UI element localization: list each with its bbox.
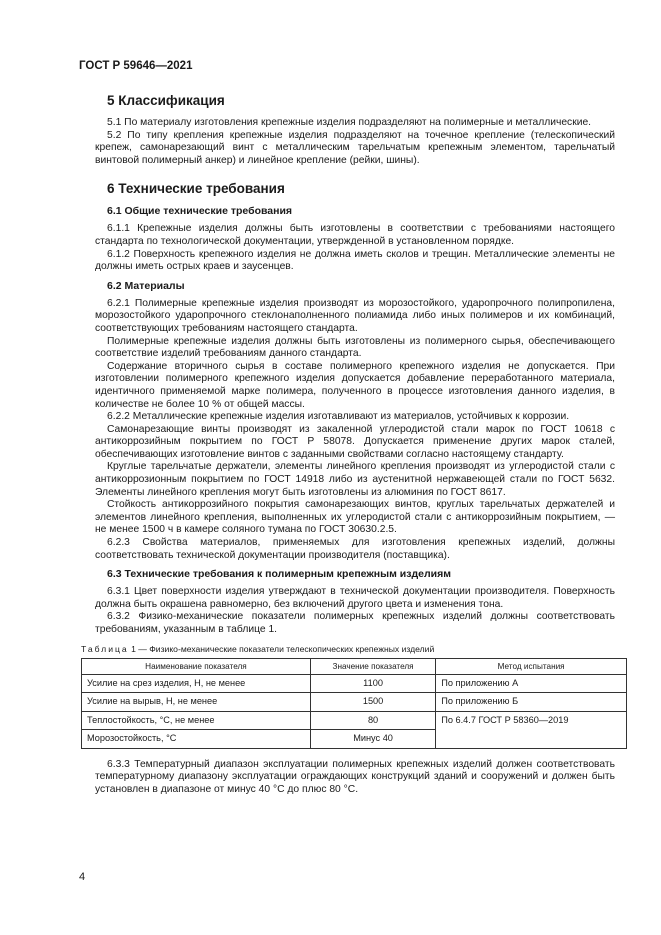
- paragraph-6-3-2: 6.3.2 Физико-механические показатели полимерных крепежных изделий должны соответствовать требованиям, указанным в таблице 1.: [95, 611, 615, 635]
- paragraph-6-2-3: 6.2.3 Свойства материалов, применяемых для изготовления крепежных изделий, должны соответствовать технической документации производителя (поставщика).: [95, 537, 615, 561]
- paragraph-5-2: 5.2 По типу крепления крепежные изделия подразделяют на точечное крепление (телескопический крепеж, самонарезающий винт с металлическим тарельчатым крепежным элементом, тарельчатый винтовой полимерный анкер) и линейное крепление (рейки, шины).: [95, 129, 615, 166]
- table-row: [82, 693, 627, 712]
- page-number: 4: [79, 871, 86, 883]
- table-cell: Морозостойкость, °С: [82, 730, 311, 749]
- table-cell: 1500: [310, 693, 435, 712]
- paragraph-6-1-1: 6.1.1 Крепежные изделия должны быть изготовлены в соответствии с требованиями настоящего стандарта по технологической документации, утвержденной в установленном порядке.: [95, 223, 615, 247]
- paragraph-6-2-1c: Содержание вторичного сырья в составе полимерного крепежного изделия не допускается. При изготовлении полимерного крепежного изделия допускается добавление переработанного материала, идентичного применяемой марке полимера, полученного в процессе изготовления данного изделия, в количестве не более 10 % от общей массы.: [95, 360, 615, 410]
- paragraph-6-2-1b: Полимерные крепежные изделия должны быть изготовлены из полимерного сырья, обеспечивающего соответствие изделий требованиям данного стандарта.: [95, 335, 615, 360]
- table-1-caption: [81, 644, 615, 655]
- table-cell: Усилие на вырыв, Н, не менее: [82, 693, 311, 712]
- table-row: [82, 711, 627, 730]
- table-cell: Теплостойкость, °С, не менее: [82, 711, 311, 730]
- table-caption-label: Таблица: [81, 643, 129, 654]
- table-header-cell: Метод испытания: [436, 658, 627, 674]
- table-cell: Минус 40: [310, 730, 435, 749]
- table-row: [82, 674, 627, 693]
- table-header-row: [82, 658, 627, 674]
- paragraph-6-2-2d: Стойкость антикоррозийного покрытия самонарезающих винтов, круглых тарельчатых держателей и элементов линейного крепления, выполненных их углеродистой стали с антикоррозийным покрытием, — не менее 1500 ч в камере соляного тумана по ГОСТ 30630.2.5.: [95, 499, 615, 536]
- paragraph-6-2-2c: Круглые тарельчатые держатели, элементы линейного крепления производят из углеродистой стали с антикоррозионным покрытием по ГОСТ 14918 либо из аустенитной нержавеющей стали по ГОСТ 5632. Элементы линейного крепления могут быть изготовлены из алюминия по ГОСТ 8617.: [95, 461, 615, 498]
- page-body: [81, 93, 615, 796]
- paragraph-6-2-2b: Самонарезающие винты производят из закаленной углеродистой стали марок по ГОСТ 10618 с антикоррозийным покрытием по ГОСТ Р 58078. Допускается применение других марок сталей, обеспечивающих изготовление винтов с заданными свойствами согласно настоящему стандарту.: [95, 423, 615, 460]
- table-cell: По 6.4.7 ГОСТ Р 58360—2019: [436, 711, 627, 748]
- subsection-6-2-title: 6.2 Материалы: [107, 279, 185, 292]
- table-cell: 1100: [310, 674, 435, 693]
- table-cell: Усилие на срез изделия, Н, не менее: [82, 674, 311, 693]
- paragraph-6-2-1: 6.2.1 Полимерные крепежные изделия производят из морозостойкого, ударопрочного полипропилена, морозостойкого ударопрочного стеклонаполненного полиамида либо иных полимеров и их комбинаций, соответствующих требованиям настоящего стандарта.: [95, 297, 615, 334]
- section-5-title: 5 Классификация: [107, 93, 225, 108]
- table-cell: По приложению Б: [436, 693, 627, 712]
- section-6-title: 6 Технические требования: [107, 181, 285, 197]
- table-header-cell: Наименование показателя: [82, 658, 311, 674]
- paragraph-5-1: 5.1 По материалу изготовления крепежные изделия подразделяют на полимерные и металлические.: [107, 117, 592, 128]
- table-header-cell: Значение показателя: [310, 658, 435, 674]
- table-caption-text: 1 — Физико-механические показатели телескопических крепежных изделий: [131, 643, 435, 654]
- paragraph-6-3-3: 6.3.3 Температурный диапазон эксплуатации полимерных крепежных изделий должен соответствовать температурному диапазону эксплуатации ограждающих конструкций зданий и сооружений и должен быть установлен в диапазоне от минус 40 °С до плюс 80 °С.: [95, 758, 615, 795]
- paragraph-6-3-1: 6.3.1 Цвет поверхности изделия утверждают в технической документации производителя. Поверхность должна быть окрашена равномерно, без включений другого цвета и изменения тона.: [95, 586, 615, 610]
- document-id: ГОСТ Р 59646—2021: [79, 60, 193, 72]
- paragraph-6-1-2: 6.1.2 Поверхность крепежного изделия не должна иметь сколов и трещин. Металлические элементы не должны иметь острых краев и заусенцев.: [95, 248, 615, 273]
- table-cell: 80: [310, 711, 435, 730]
- paragraph-6-2-2: 6.2.2 Металлические крепежные изделия изготавливают из материалов, устойчивых к коррозии.: [107, 411, 570, 423]
- table-1: [81, 658, 627, 749]
- subsection-6-3-title: 6.3 Технические требования к полимерным крепежным изделиям: [107, 568, 451, 581]
- subsection-6-1-title: 6.1 Общие технические требования: [107, 205, 293, 218]
- table-cell: По приложению А: [436, 674, 627, 693]
